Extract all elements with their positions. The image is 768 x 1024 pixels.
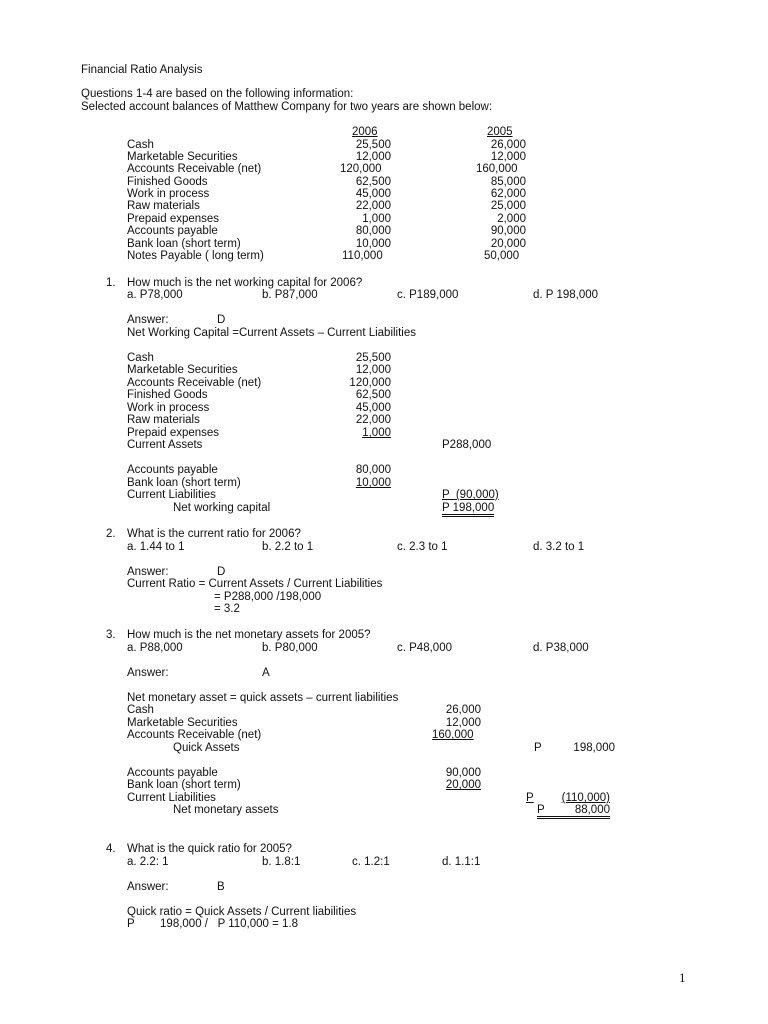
subtotal-label: Current Liabilities <box>127 489 216 501</box>
line-value: 120,000 <box>349 377 391 389</box>
line-value: 12,000 <box>445 717 481 729</box>
choice-c: c. P48,000 <box>397 642 452 654</box>
line-value: 1,000 <box>362 427 391 439</box>
row-label: Raw materials <box>127 200 200 212</box>
formula-result: = 3.2 <box>214 603 240 615</box>
row-value-2005: 2,000 <box>497 213 526 225</box>
row-value-2006: 12,000 <box>355 151 391 163</box>
subtotal-value: P (90,000) <box>442 489 499 501</box>
row-label: Cash <box>127 139 154 151</box>
subtotal-label: Quick Assets <box>173 742 240 754</box>
line-label: Raw materials <box>127 414 200 426</box>
line-value: 90,000 <box>445 767 481 779</box>
row-value-2005: 62,000 <box>490 188 526 200</box>
row-value-2005: 50,000 <box>484 250 520 262</box>
formula: Net Working Capital =Current Assets – Current Liabilities <box>127 327 417 339</box>
question-text: How much is the net working capital for 2006? <box>127 277 363 289</box>
line-label: Work in process <box>127 402 210 414</box>
line-label: Accounts Receivable (net) <box>127 377 262 389</box>
choice-d: d. 3.2 to 1 <box>533 541 585 553</box>
formula: Net monetary asset = quick assets – current liabilities <box>127 692 399 704</box>
row-label: Accounts Receivable (net) <box>127 163 262 175</box>
subtotal-value: 198,000 <box>573 742 615 754</box>
total-label: Net working capital <box>173 502 271 514</box>
row-value-2005: 25,000 <box>490 200 526 212</box>
row-value-2006: 110,000 <box>342 250 383 262</box>
subtotal-label: Current Liabilities <box>127 792 216 804</box>
total-value: P 198,000 <box>442 502 494 517</box>
row-value-2005: 85,000 <box>490 176 526 188</box>
line-label: Accounts payable <box>127 464 218 476</box>
line-label: Cash <box>127 704 154 716</box>
choice-b: b. 2.2 to 1 <box>262 541 314 553</box>
intro-line-2: Selected account balances of Matthew Company for two years are shown below: <box>81 101 493 113</box>
line-label: Prepaid expenses <box>127 427 220 439</box>
row-value-2006: 120,000 <box>340 163 382 175</box>
line-label: Finished Goods <box>127 389 208 401</box>
row-value-2006: 25,500 <box>355 139 391 151</box>
choice-b: b. P80,000 <box>262 642 318 654</box>
line-value: 22,000 <box>355 414 391 426</box>
question-text: How much is the net monetary assets for 2005? <box>127 629 371 641</box>
row-label: Marketable Securities <box>127 151 238 163</box>
row-value-2005: 90,000 <box>490 225 526 237</box>
question-text: What is the current ratio for 2006? <box>127 528 301 540</box>
currency-symbol: P <box>526 792 534 804</box>
currency-symbol: P <box>537 804 545 816</box>
choice-c: c. 2.3 to 1 <box>397 541 448 553</box>
line-value: 10,000 <box>355 477 391 489</box>
line-label: Bank loan (short term) <box>127 477 241 489</box>
answer-value: D <box>217 314 226 326</box>
row-value-2006: 80,000 <box>355 225 391 237</box>
choice-a: a. P78,000 <box>127 289 183 301</box>
choice-b: b. P87,000 <box>262 289 318 301</box>
choice-a: a. P88,000 <box>127 642 183 654</box>
row-label: Notes Payable ( long term) <box>127 250 264 262</box>
line-value: 160,000 <box>432 729 474 741</box>
currency-symbol: P <box>534 742 542 754</box>
formula: Current Ratio = Current Assets / Current Liabilities <box>127 578 383 590</box>
question-number: 3. <box>106 629 116 641</box>
row-value-2005: 26,000 <box>490 139 526 151</box>
choice-c: c. 1.2:1 <box>352 856 390 868</box>
year-header-2005: 2005 <box>487 126 513 138</box>
choice-a: a. 1.44 to 1 <box>127 541 185 553</box>
question-number: 2. <box>106 528 116 540</box>
answer-label: Answer: <box>127 667 169 679</box>
row-value-2006: 1,000 <box>362 213 391 225</box>
answer-value: B <box>217 881 225 893</box>
row-label: Work in process <box>127 188 210 200</box>
row-value-2006: 62,500 <box>355 176 391 188</box>
row-value-2005: 12,000 <box>490 151 526 163</box>
line-label: Accounts Receivable (net) <box>127 729 262 741</box>
row-label: Accounts payable <box>127 225 218 237</box>
subtotal-value: P288,000 <box>442 439 492 451</box>
formula-step: = P288,000 /198,000 <box>214 591 322 603</box>
line-value: 12,000 <box>355 364 391 376</box>
line-value: 62,500 <box>355 389 391 401</box>
row-label: Bank loan (short term) <box>127 238 241 250</box>
question-number: 1. <box>106 277 116 289</box>
row-value-2006: 45,000 <box>355 188 391 200</box>
answer-label: Answer: <box>127 314 169 326</box>
choice-d: d. P 198,000 <box>533 289 599 301</box>
answer-value: A <box>262 667 270 679</box>
row-label: Prepaid expenses <box>127 213 220 225</box>
total-value: 88,000 <box>574 804 610 816</box>
formula: Quick ratio = Quick Assets / Current liabilities <box>127 906 357 918</box>
line-label: Marketable Securities <box>127 364 238 376</box>
question-text: What is the quick ratio for 2005? <box>127 843 292 855</box>
line-label: Cash <box>127 352 154 364</box>
row-value-2006: 22,000 <box>355 200 391 212</box>
choice-d: d. 1.1:1 <box>442 856 481 868</box>
question-number: 4. <box>106 843 116 855</box>
answer-value: D <box>217 566 226 578</box>
year-header-2006: 2006 <box>352 126 378 138</box>
total-label: Net monetary assets <box>173 804 279 816</box>
line-value: 26,000 <box>445 704 481 716</box>
intro-line-1: Questions 1-4 are based on the following information: <box>81 88 354 100</box>
line-value: 20,000 <box>445 779 481 791</box>
line-value: 25,500 <box>355 352 391 364</box>
line-value: 80,000 <box>355 464 391 476</box>
choice-b: b. 1.8:1 <box>262 856 301 868</box>
row-value-2006: 10,000 <box>355 238 391 250</box>
answer-label: Answer: <box>127 881 169 893</box>
row-value-2005: 160,000 <box>476 163 518 175</box>
line-label: Marketable Securities <box>127 717 238 729</box>
subtotal-label: Current Assets <box>127 439 203 451</box>
row-label: Finished Goods <box>127 176 208 188</box>
line-label: Accounts payable <box>127 767 218 779</box>
choice-d: d. P38,000 <box>533 642 589 654</box>
line-label: Bank loan (short term) <box>127 779 241 791</box>
line-value: 45,000 <box>355 402 391 414</box>
answer-label: Answer: <box>127 566 169 578</box>
page-title: Financial Ratio Analysis <box>81 64 203 76</box>
choice-c: c. P189,000 <box>397 289 459 301</box>
row-value-2005: 20,000 <box>490 238 526 250</box>
choice-a: a. 2.2: 1 <box>127 856 169 868</box>
formula-calc: P 198,000 / P 110,000 = 1.8 <box>127 918 299 930</box>
subtotal-value: (110,000) <box>561 792 610 804</box>
page-number: 1 <box>679 970 686 985</box>
